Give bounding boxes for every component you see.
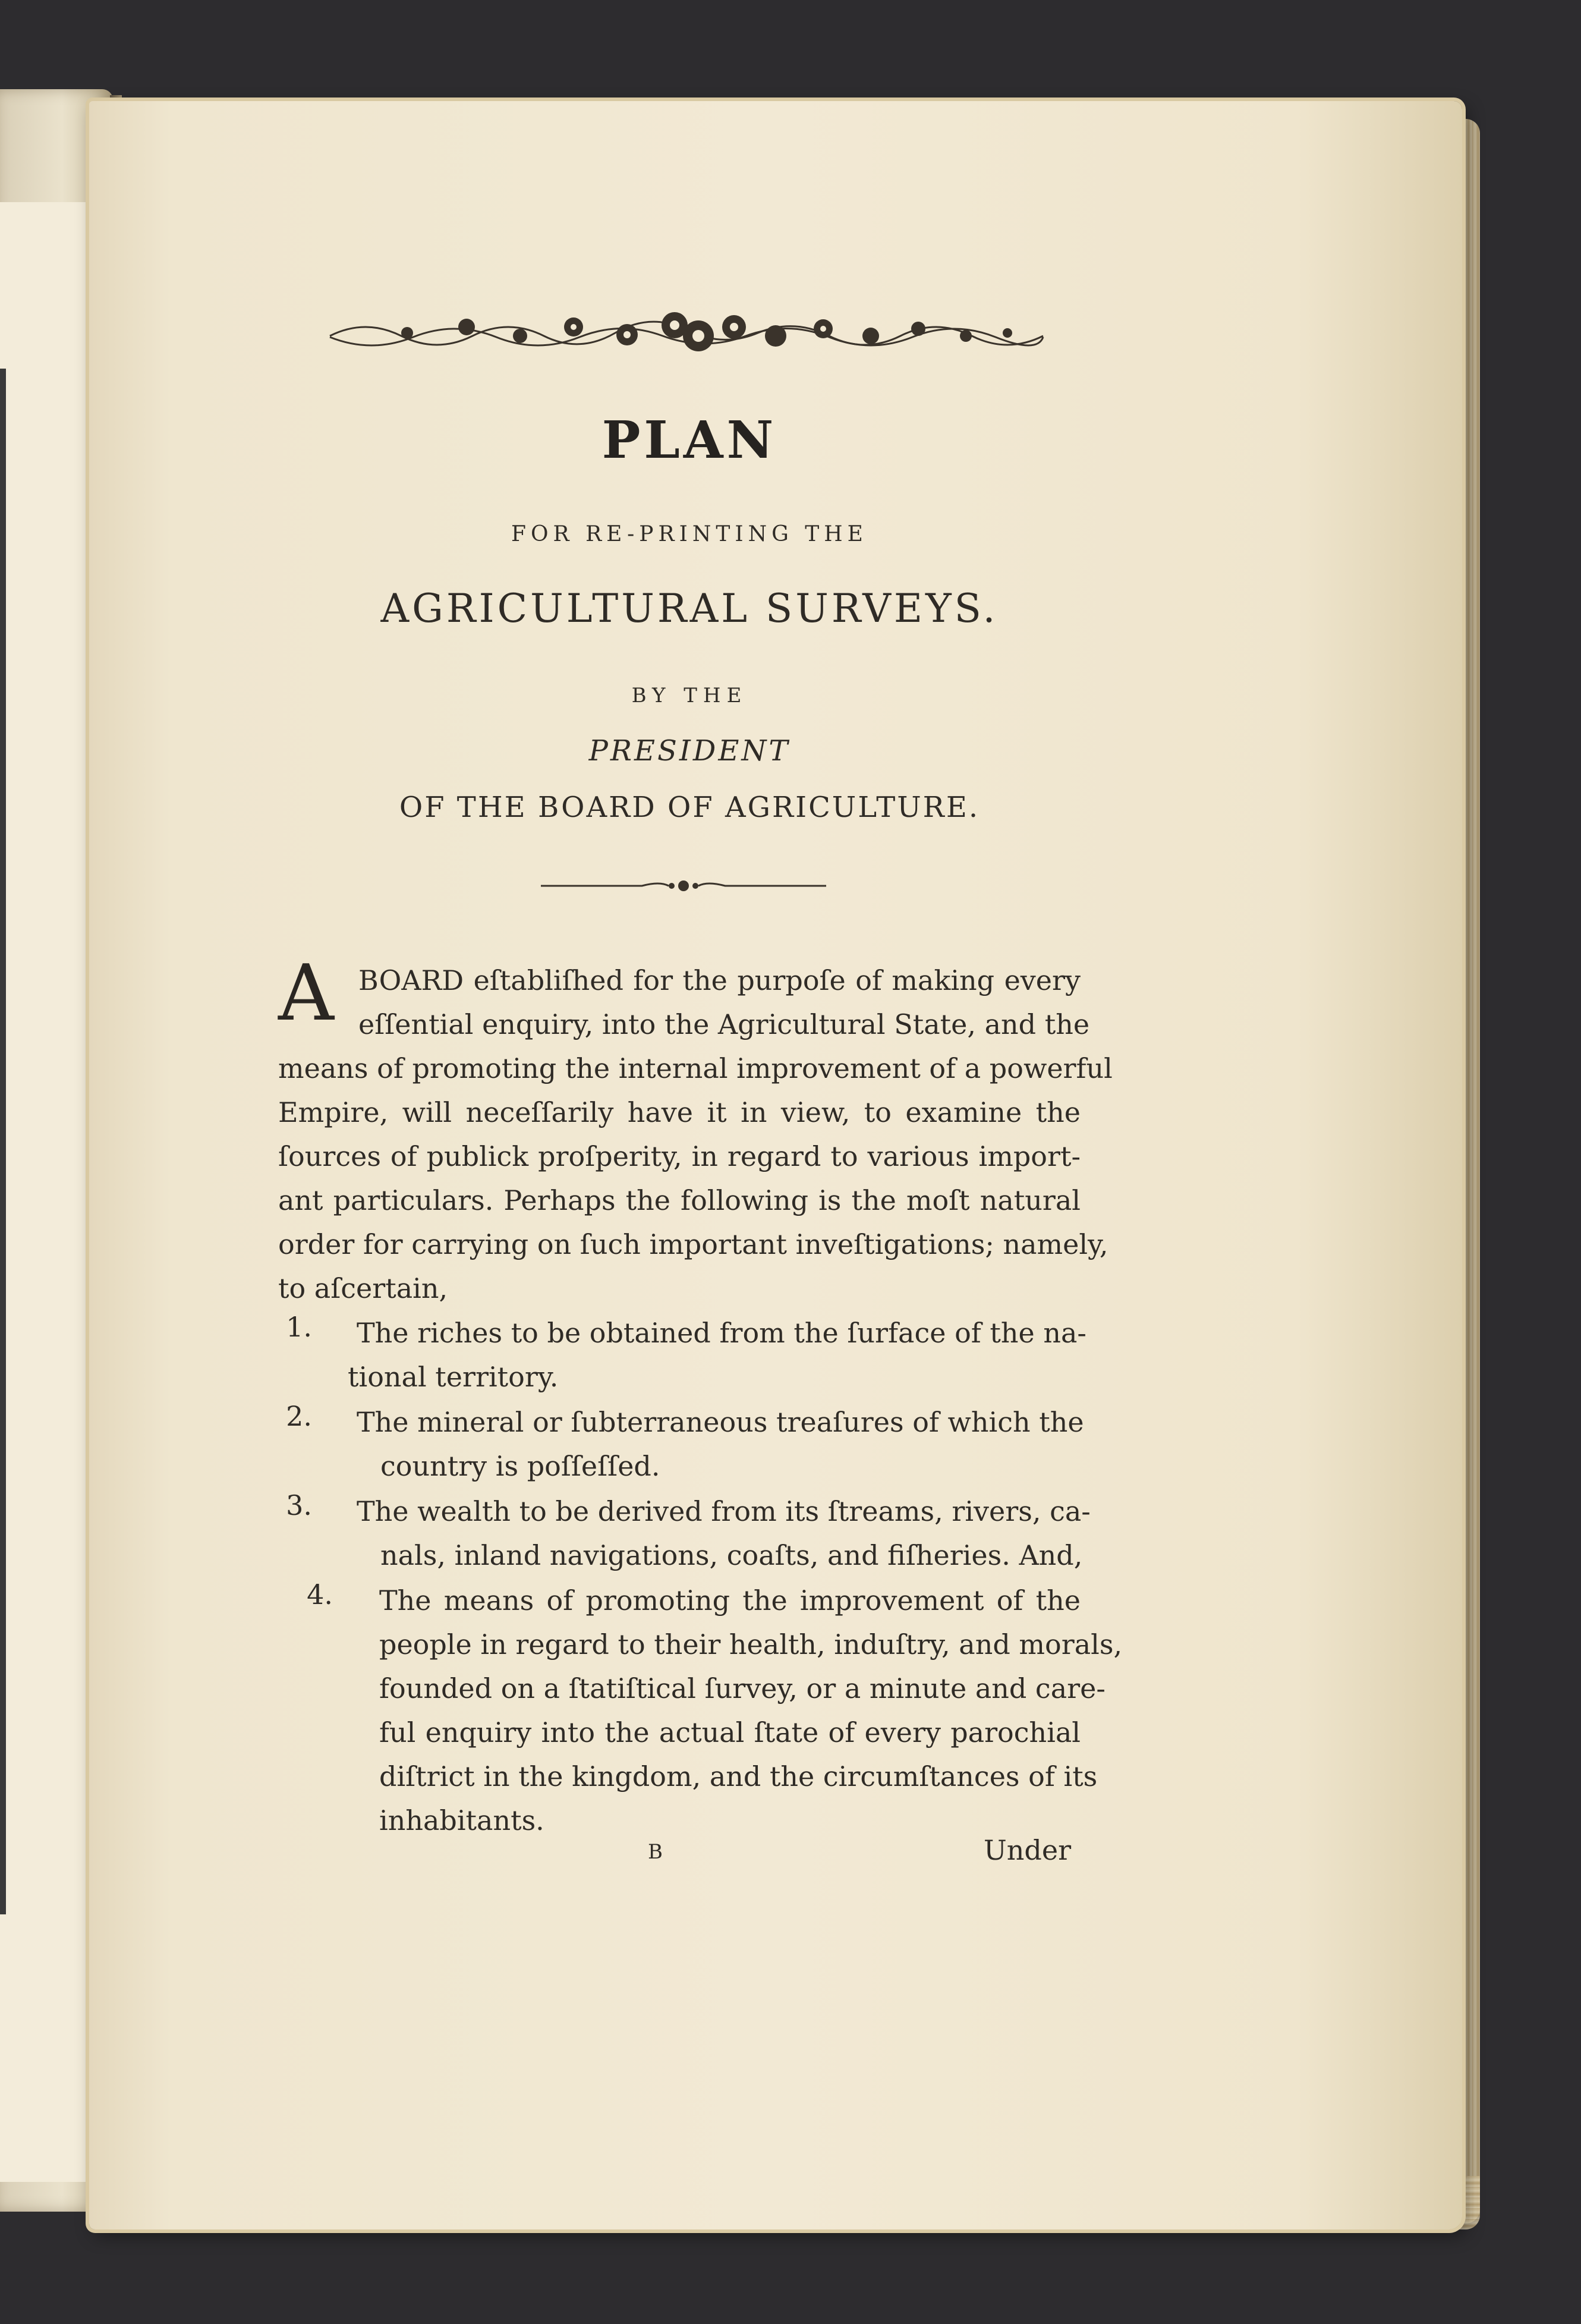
intro-line: order for carrying on ſuch important inveſtigations; namely, (278, 1228, 1108, 1260)
intro-line: BOARD eſtabliſhed for the purpoſe of making every (358, 964, 1081, 996)
list-item (379, 1578, 1123, 1842)
intro-line: means of promoting the internal improvement of a powerful (278, 1052, 1113, 1084)
list-item-line: nals, inland navigations, coaſts, and fiſheries. And, (380, 1539, 1083, 1571)
list-item (357, 1489, 1091, 1577)
intro-paragraph (278, 958, 1113, 1310)
list-item-line: The riches to be obtained from the ſurface of the na- (357, 1317, 1086, 1349)
board-line: OF THE BOARD OF AGRICULTURE. (399, 791, 980, 824)
list-item-line: country is poſſeſſed. (380, 1450, 660, 1482)
main-heading: AGRICULTURAL SURVEYS. (380, 586, 999, 631)
list-item-line: diſtrict in the kingdom, and the circumſtances of its (379, 1760, 1098, 1792)
intro-line: eſſential enquiry, into the Agricultural State, and the (358, 1008, 1090, 1040)
catchword: Under (984, 1834, 1072, 1866)
intro-line: ſources of publick proſperity, in regard to various import- (278, 1140, 1081, 1172)
list-item-line: The means of promoting the improvement of the (379, 1584, 1081, 1617)
list-item-line: The mineral or ſubterraneous treaſures of which the (357, 1406, 1084, 1438)
list-item-line: ful enquiry into the actual ſtate of every parochial (379, 1716, 1081, 1748)
item-number: 2. (286, 1400, 312, 1432)
item-number: 4. (307, 1578, 333, 1611)
item-number: 1. (286, 1311, 312, 1343)
divider-ornament-icon (541, 874, 826, 898)
list-item-line: founded on a ſtatiſtical ſurvey, or a minute and care- (379, 1672, 1106, 1705)
subtitle: FOR RE-PRINTING THE (511, 522, 868, 546)
by-the-line: BY THE (631, 684, 748, 707)
intro-line: to aſcertain, (278, 1272, 448, 1304)
signature-mark: B (648, 1840, 663, 1864)
list-item-line: tional territory. (348, 1361, 559, 1393)
list-item-line: inhabitants. (379, 1804, 544, 1836)
president-line: PRESIDENT (588, 734, 790, 768)
intro-line: ant particulars. Perhaps the following is the moſt natural (278, 1184, 1081, 1216)
item-number: 3. (286, 1489, 312, 1521)
page-title: PLAN (601, 410, 777, 470)
list-item-line: The wealth to be derived from its ſtreams, rivers, ca- (357, 1495, 1091, 1527)
floral-ornament-icon (318, 300, 1055, 366)
list-item (348, 1311, 1086, 1399)
list-item-line: people in regard to their health, induſtry, and morals, (379, 1628, 1123, 1661)
drop-cap: A (278, 948, 334, 1038)
list-item (357, 1400, 1084, 1488)
intro-line: Empire, will neceſſarily have it in view, to examine the (278, 1096, 1081, 1128)
